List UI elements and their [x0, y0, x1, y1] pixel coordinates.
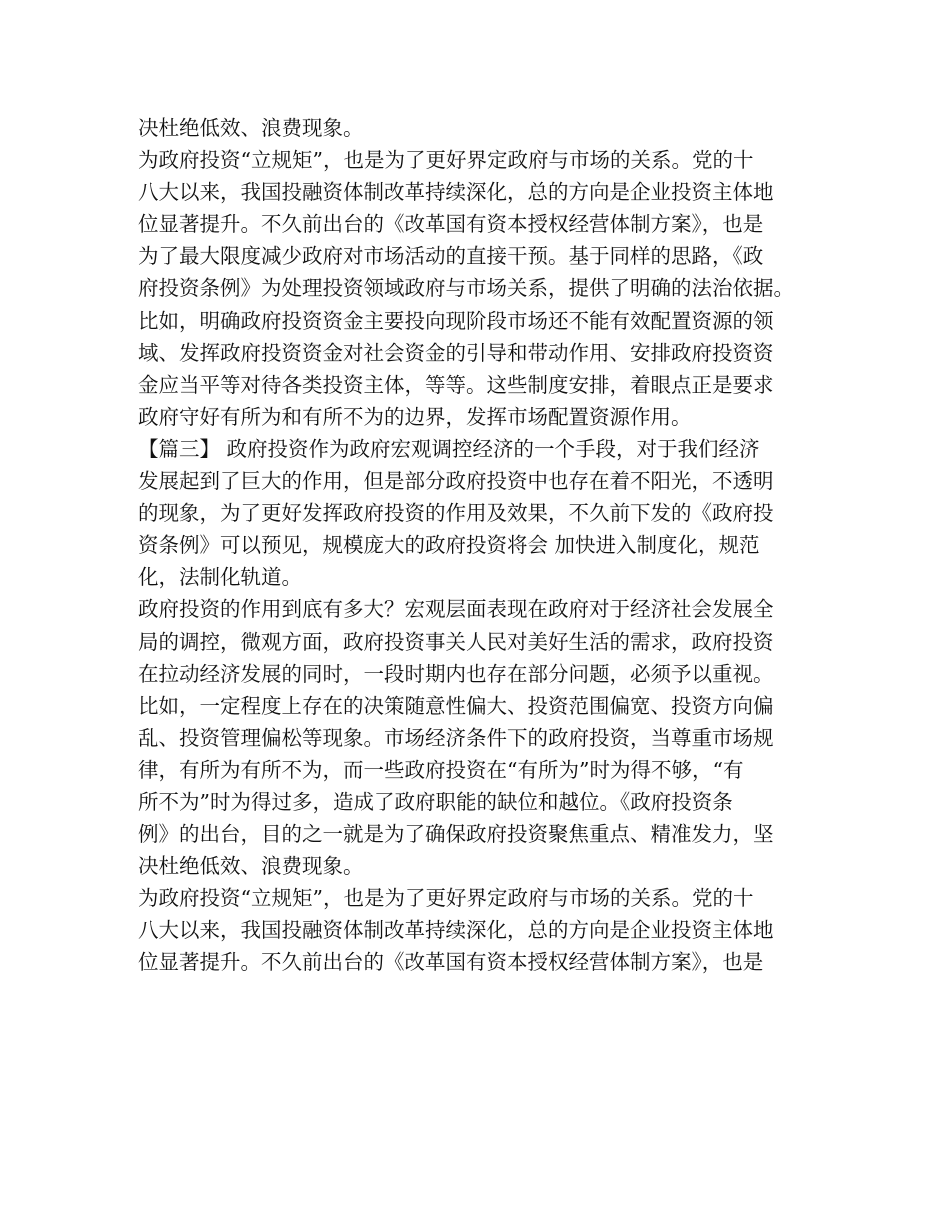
text-line: 八大以来，我国投融资体制改革持续深化，总的方向是企业投资主体地	[138, 918, 774, 943]
section-heading-line: 【篇三】 政府投资作为政府宏观调控经济的一个手段，对于我们经济	[138, 436, 760, 461]
text-line: 在拉动经济发展的同时，一段时期内也存在部分问题，必须予以重视。	[138, 661, 774, 686]
text-line: 比如，明确政府投资资金主要投向现阶段市场还不能有效配置资源的领	[138, 308, 774, 333]
text-line: 决杜绝低效、浪费现象。	[138, 854, 364, 879]
text-line: 资条例》可以预见，规模庞大的政府投资将会 加快进入制度化，规范	[138, 533, 760, 558]
text-line: 局的调控，微观方面，政府投资事关人民对美好生活的需求，政府投资	[138, 629, 774, 654]
text-line: 域、发挥政府投资资金对社会资金的引导和带动作用、安排政府投资资	[138, 340, 774, 365]
text-line: 为政府投资“立规矩”，也是为了更好界定政府与市场的关系。党的十	[138, 886, 754, 911]
text-line: 为政府投资“立规矩”，也是为了更好界定政府与市场的关系。党的十	[138, 148, 754, 173]
text-line: 决杜绝低效、浪费现象。	[138, 116, 364, 140]
text-line: 乱、投资管理偏松等现象。市场经济条件下的政府投资，当尊重市场规	[138, 725, 774, 750]
text-line: 政府投资的作用到底有多大？宏观层面表现在政府对于经济社会发展全	[138, 597, 774, 622]
text-line: 比如，一定程度上存在的决策随意性偏大、投资范围偏宽、投资方向偏	[138, 693, 774, 718]
text-line: 政府守好有所为和有所不为的边界，发挥市场配置资源作用。	[138, 404, 692, 429]
text-line: 八大以来，我国投融资体制改革持续深化，总的方向是企业投资主体地	[138, 180, 774, 205]
text-line: 位显著提升。不久前出台的《改革国有资本授权经营体制方案》，也是	[138, 950, 764, 975]
text-line: 府投资条例》为处理投资领域政府与市场关系，提供了明确的法治依据。	[138, 276, 794, 301]
text-line: 位显著提升。不久前出台的《改革国有资本授权经营体制方案》，也是	[138, 212, 764, 237]
text-line: 律，有所为有所不为，而一些政府投资在“有所为”时为得不够，“有	[138, 757, 744, 782]
text-line: 为了最大限度减少政府对市场活动的直接干预。基于同样的思路，《政	[138, 244, 764, 269]
text-line: 所不为”时为得过多，造成了政府职能的缺位和越位。《政府投资条	[138, 789, 733, 814]
text-line: 例》的出台，目的之一就是为了确保政府投资聚焦重点、精准发力，坚	[138, 822, 774, 847]
text-line: 的现象，为了更好发挥政府投资的作用及效果，不久前下发的《政府投	[138, 501, 774, 526]
text-line: 发展起到了巨大的作用，但是部分政府投资中也存在着不阳光，不透明	[138, 469, 774, 494]
document-page	[138, 112, 838, 979]
text-line: 化，法制化轨道。	[138, 565, 302, 590]
text-line: 金应当平等对待各类投资主体，等等。这些制度安排，着眼点正是要求	[138, 372, 774, 397]
